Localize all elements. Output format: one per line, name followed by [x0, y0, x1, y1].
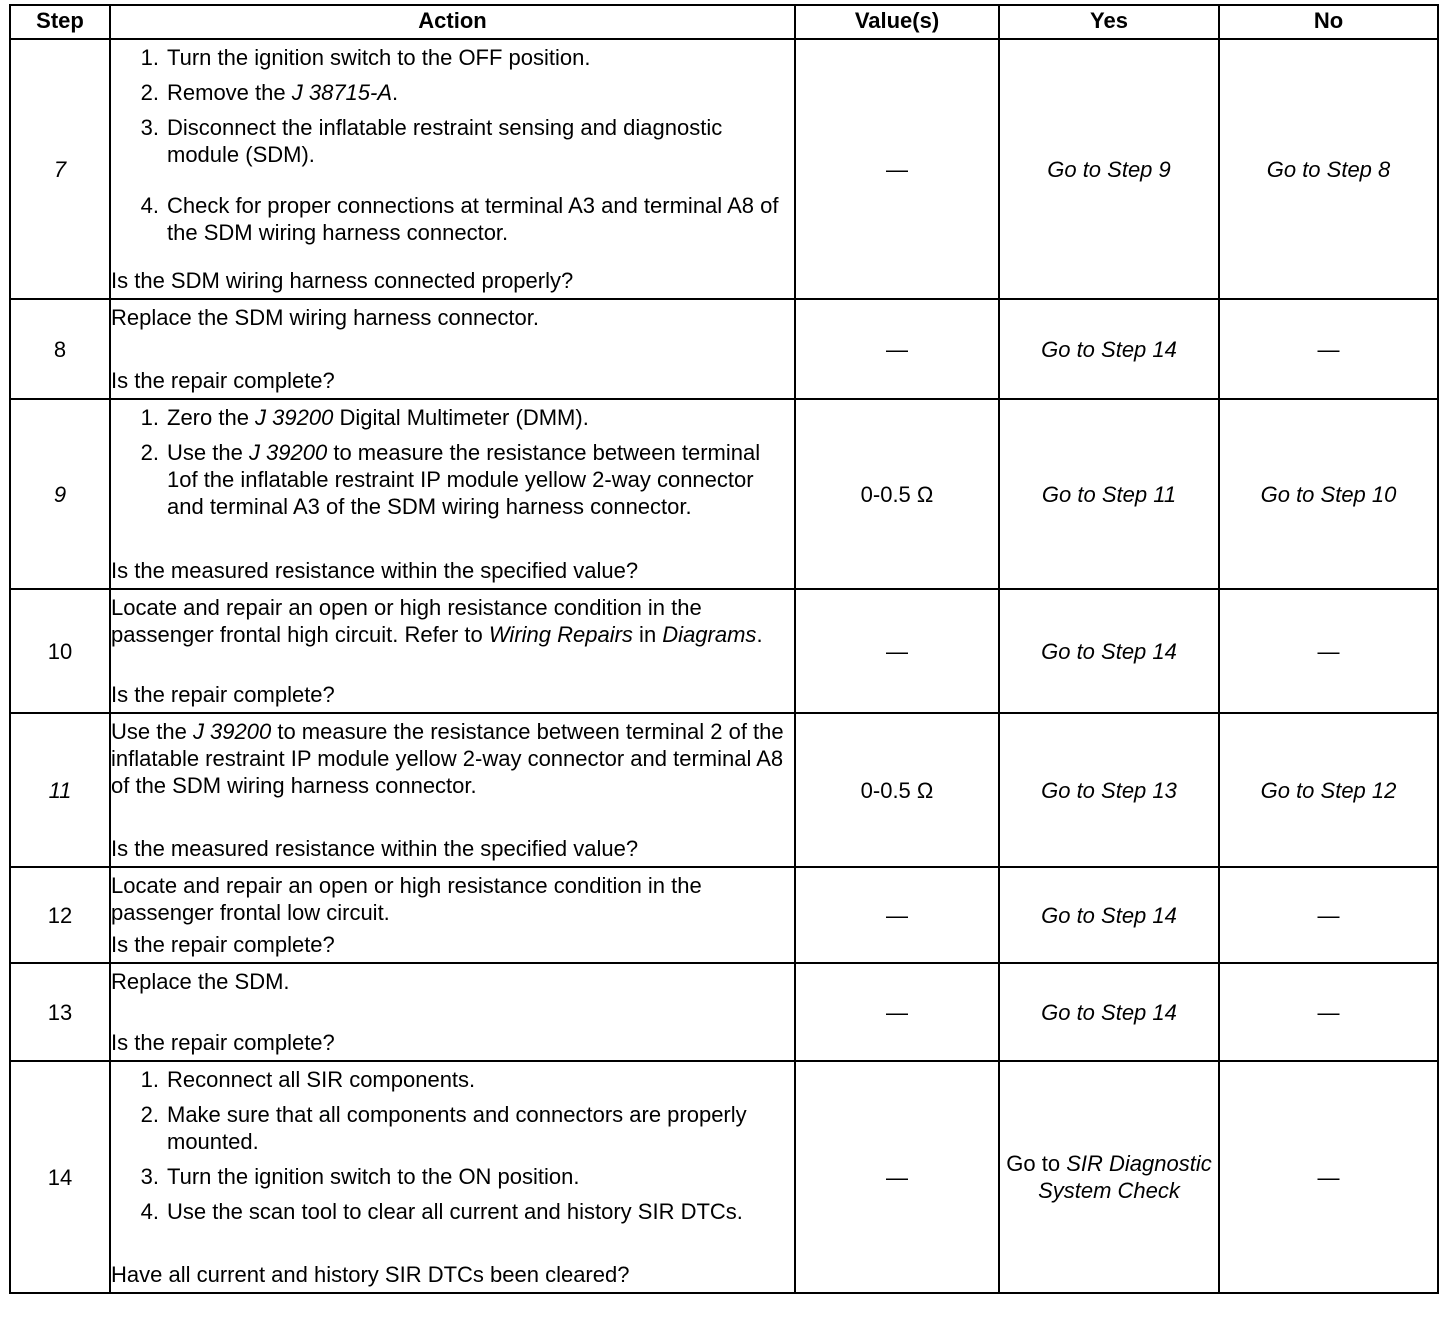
tool-reference: J 39200: [248, 440, 328, 465]
list-item: [111, 114, 794, 168]
no-result: —: [1219, 867, 1438, 963]
item-number: 4.: [140, 193, 159, 218]
value-cell: 0-0.5 Ω: [795, 399, 999, 589]
item-text: Turn the ignition switch to the ON position.: [167, 1164, 580, 1189]
question: Is the repair complete?: [111, 368, 335, 393]
value-cell: —: [795, 867, 999, 963]
action-cell: [110, 589, 795, 713]
action-text-part: in: [632, 622, 663, 647]
question: Is the repair complete?: [111, 682, 335, 707]
list-item: [111, 1198, 794, 1225]
action-cell: [110, 299, 795, 399]
table-row: [10, 589, 1438, 713]
action-cell: [110, 713, 795, 867]
question: Is the measured resistance within the specified value?: [111, 558, 639, 583]
table-row: [10, 1061, 1438, 1293]
item-text: Turn the ignition switch to the OFF position.: [167, 45, 591, 70]
value-cell: —: [795, 589, 999, 713]
item-number: 2.: [140, 80, 159, 105]
step-number: 9: [10, 399, 110, 589]
header-row: [10, 5, 1438, 39]
diagnostic-table: [9, 4, 1439, 1294]
list-item: [111, 439, 794, 520]
question: Is the measured resistance within the specified value?: [111, 836, 639, 861]
item-text: Make sure that all components and connectors are properly mounted.: [167, 1102, 747, 1154]
action-text: [111, 718, 794, 799]
step-number: 10: [10, 589, 110, 713]
item-number: 1.: [140, 45, 159, 70]
list-item: [111, 192, 794, 246]
item-text-part: .: [392, 80, 399, 105]
no-result: Go to Step 8: [1219, 39, 1438, 299]
question: Is the repair complete?: [111, 1030, 335, 1055]
action-cell: [110, 963, 795, 1061]
yes-result: Go to Step 9: [999, 39, 1219, 299]
list-item: [111, 1101, 794, 1155]
item-number: 3.: [140, 1164, 159, 1189]
step-number: 11: [10, 713, 110, 867]
action-cell: [110, 867, 795, 963]
item-text-part: Use the: [167, 440, 249, 465]
value-cell: —: [795, 963, 999, 1061]
tool-reference: J 39200: [255, 405, 334, 430]
yes-result: [999, 1061, 1219, 1293]
item-text-part: Digital Multimeter (DMM).: [333, 405, 589, 430]
item-text: [167, 404, 794, 431]
item-text-part: Zero the: [167, 405, 256, 430]
step-number: 8: [10, 299, 110, 399]
item-text-part: to measure the resistance between terminal 1of the inflatable restraint IP module yellow 2-way connector and terminal A3 of the SDM wiring harness connector.: [167, 440, 761, 519]
item-text-part: Remove the: [167, 80, 292, 105]
question: Have all current and history SIR DTCs been cleared?: [111, 1262, 630, 1287]
item-text: Disconnect the inflatable restraint sensing and diagnostic module (SDM).: [167, 115, 723, 167]
yes-result-prefix: Go to: [1006, 1151, 1067, 1176]
action-text-part: Locate and repair an open or high resistance condition in the passenger frontal high circuit. Refer to: [111, 595, 702, 647]
item-text: Check for proper connections at terminal A3 and terminal A8 of the SDM wiring harness connector.: [167, 193, 779, 245]
action-text: Replace the SDM.: [111, 969, 290, 994]
reference-link-text: SIR Diagnostic System Check: [1038, 1151, 1212, 1203]
action-steps: [111, 44, 794, 254]
list-item: [111, 44, 794, 71]
step-number: 12: [10, 867, 110, 963]
action-text: Replace the SDM wiring harness connector.: [111, 305, 539, 330]
item-text: Use the scan tool to clear all current and history SIR DTCs.: [167, 1199, 743, 1224]
table-row: [10, 39, 1438, 299]
tool-reference: J 38715-A: [291, 80, 393, 105]
no-result: —: [1219, 1061, 1438, 1293]
list-item: [111, 79, 794, 106]
yes-result: Go to Step 14: [999, 589, 1219, 713]
action-cell: [110, 39, 795, 299]
no-result: Go to Step 10: [1219, 399, 1438, 589]
action-text: [111, 594, 794, 648]
yes-result: Go to Step 11: [999, 399, 1219, 589]
yes-result: Go to Step 14: [999, 299, 1219, 399]
step-number: 7: [10, 39, 110, 299]
table-row: [10, 299, 1438, 399]
item-number: 1.: [140, 1067, 159, 1092]
action-text-part: to measure the resistance between terminal 2 of the inflatable restraint IP module yellow 2-way connector and terminal A8 of the SDM wiring harness connector.: [111, 719, 784, 798]
action-cell: [110, 1061, 795, 1293]
item-text: [167, 439, 794, 520]
item-text: Reconnect all SIR components.: [167, 1067, 476, 1092]
no-result: —: [1219, 963, 1438, 1061]
step-number: 13: [10, 963, 110, 1061]
tool-reference: J 39200: [192, 719, 272, 744]
header-no: No: [1219, 5, 1438, 39]
table-row: [10, 963, 1438, 1061]
item-number: 2.: [140, 440, 159, 465]
item-text: [167, 79, 794, 106]
no-result: Go to Step 12: [1219, 713, 1438, 867]
action-text: Locate and repair an open or high resistance condition in the passenger frontal low circuit.: [111, 873, 702, 925]
action-text-part: Use the: [111, 719, 193, 744]
question: Is the repair complete?: [111, 932, 335, 957]
list-item: [111, 1066, 794, 1093]
header-value: Value(s): [795, 5, 999, 39]
step-number: 14: [10, 1061, 110, 1293]
header-step: Step: [10, 5, 110, 39]
no-result: —: [1219, 299, 1438, 399]
item-number: 1.: [140, 405, 159, 430]
action-cell: [110, 399, 795, 589]
value-cell: —: [795, 39, 999, 299]
reference-link-text: Wiring Repairs: [488, 622, 633, 647]
item-number: 2.: [140, 1102, 159, 1127]
item-number: 3.: [140, 115, 159, 140]
action-steps: [111, 1066, 794, 1233]
table-row: [10, 713, 1438, 867]
reference-link-text: Diagrams: [662, 622, 757, 647]
table-row: [10, 867, 1438, 963]
table-row: [10, 399, 1438, 589]
item-number: 4.: [140, 1199, 159, 1224]
value-cell: —: [795, 1061, 999, 1293]
action-steps: [111, 404, 794, 528]
action-text-part: .: [756, 622, 763, 647]
yes-result: Go to Step 13: [999, 713, 1219, 867]
yes-result: Go to Step 14: [999, 867, 1219, 963]
list-item: [111, 1163, 794, 1190]
value-cell: 0-0.5 Ω: [795, 713, 999, 867]
header-action: Action: [110, 5, 795, 39]
header-yes: Yes: [999, 5, 1219, 39]
no-result: —: [1219, 589, 1438, 713]
value-cell: —: [795, 299, 999, 399]
yes-result: Go to Step 14: [999, 963, 1219, 1061]
question: Is the SDM wiring harness connected properly?: [111, 268, 574, 293]
list-item: [111, 404, 794, 431]
